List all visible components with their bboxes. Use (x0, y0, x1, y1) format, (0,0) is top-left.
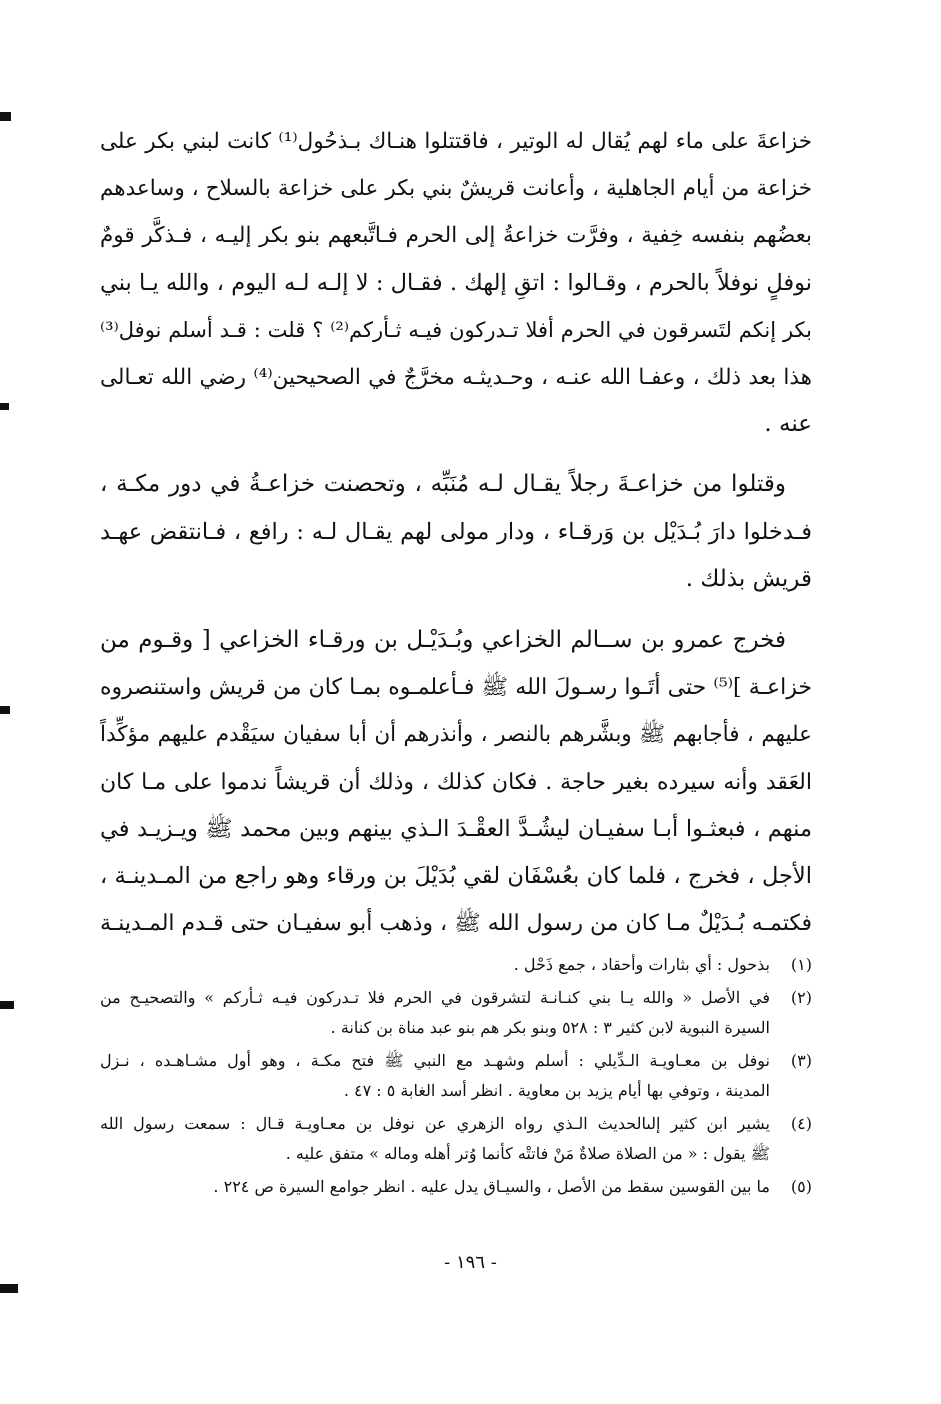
text-line: وقتلوا من خزاعـةَ رجلاً يقـال لـه مُنَبِّه ، وتحصنت خزاعـةُ في دور مكـة ، (100, 471, 786, 498)
text-line: بكر إنكم لتَسرقون في الحرم أفلا تـدركون فيـه ثـأركم⁽²⁾ ؟ قلت : قـد أسلم نوفل⁽³⁾ (100, 317, 812, 342)
text-line: هذا بعد ذلك ، وعفـا الله عنـه ، وحـديثـه مخرَّجٌ في الصحيحين⁽⁴⁾ رضي الله تعـالى (100, 365, 812, 391)
footnote-line: المدينة ، وتوفي بها أيام يزيد بن معاوية . انظر أسد الغابة ٥ : ٤٧ . (343, 1081, 770, 1100)
footnote-line: في الأصل « والله يـا بني كنـانـة لتشرقون في الحرم فلا تـدركون فيـه ثـأركم » والتصحيـح من (100, 988, 770, 1007)
footnote-4 (100, 1109, 812, 1169)
text-line: فخرج عمرو بن ســالم الخزاعي وبُـدَيْـل بن ورقـاء الخزاعي [ وقـوم من (100, 627, 786, 654)
text-line: العَقد وأنه سيرده بغير حاجة . فكان كذلك ، وذلك أن قريشاً ندموا على مـا كان (100, 769, 812, 795)
footnote-text (100, 1109, 770, 1169)
footnote-number: (٤) (790, 1114, 812, 1133)
paragraph-2 (100, 461, 812, 603)
page-number: - ١٩٦ - (444, 1252, 497, 1273)
footnote-3 (100, 1046, 812, 1106)
text-line: خزاعـة ]⁽⁵⁾ حتى أتَـوا رسـولَ الله ﷺ فـأعلمـوه بمـا كان من قريش واستنصروه (100, 675, 812, 701)
footnote-line: ما بين القوسين سقط من الأصل ، والسيـاق يدل عليه . انظر جوامع السيرة ص ٢٢٤ . (213, 1177, 770, 1196)
footnotes (100, 950, 812, 1205)
footnote-line: نوفل بن معـاويـة الـدِّيلي : أسلم وشهـد مع النبي ﷺ فتح مكـة ، وهو أول مشـاهـده ، نـزل (100, 1051, 770, 1070)
paragraph-3 (100, 617, 812, 947)
footnote-text (100, 950, 770, 980)
text-line: عنه . (764, 411, 812, 438)
scan-edge-mark (0, 403, 9, 410)
footnote-text (100, 1046, 770, 1106)
scan-edge-mark (0, 112, 11, 121)
footnote-1 (100, 950, 812, 980)
main-text (100, 118, 812, 947)
footnote-text (100, 983, 770, 1043)
text-line: فكتمـه بُـدَيْلٌ مـا كان من رسول الله ﷺ ، وذهب أبو سفيـان حتى قـدم المـدينـة (100, 911, 812, 937)
text-line: بعضُهم بنفسه خِفية ، وفرَّت خزاعةُ إلى الحرم فـاتَّبعهم بنو بكر إليـه ، فـذكَّر قومٌ (100, 223, 812, 249)
footnote-number: (٣) (790, 1051, 812, 1070)
footnote-line: بذحول : أي بثارات وأحقاد ، جمع ذَحْل . (513, 955, 770, 974)
text-line: فـدخلوا دارَ بُـدَيْل بن وَرقـاء ، ودار مولى لهم يقـال لـه : رافع ، فـانتقض عهـد (100, 518, 812, 545)
paragraph-1 (100, 118, 812, 448)
scan-edge-mark (0, 1001, 14, 1009)
footnote-2 (100, 983, 812, 1043)
footnote-line: السيرة النبوية لابن كثير ٣ : ٥٢٨ وبنو بكر هم بنو عبد مناة بن كنانة . (330, 1018, 770, 1037)
text-line: خزاعة من أيام الجاهلية ، وأعانت قريشٌ بني بكر على خزاعة بالسلاح ، وساعدهم (100, 176, 812, 202)
text-line: منهم ، فبعثـوا أبـا سفيـان ليشُـدَّ العقْـدَ الـذي بينهم وبين محمد ﷺ ويـزيـد في (100, 815, 812, 842)
text-line: عليهم ، فأجابهم ﷺ وبشَّرهم بالنصر ، وأنذرهم أن أبا سفيان سيَقْدم عليهم مؤكِّداً (100, 722, 812, 748)
text-line: قريش بذلك . (685, 565, 812, 592)
scan-edge-mark (0, 1284, 18, 1293)
footnote-text (100, 1172, 770, 1202)
text-line: خزاعةَ على ماء لهم يُقال له الوتير ، فاقتتلوا هنـاك بـذحُول⁽¹⁾ كانت لبني بكر على (100, 129, 812, 154)
footnote-line: ﷺ يقول : « من الصلاة صلاةٌ مَنْ فاتتْه كأنما وُتر أهله وماله » متفق عليه . (285, 1144, 770, 1163)
footnote-line: يشير ابن كثير إلىالحديث الـذي رواه الزهري عن نوفل بن معـاويـة قـال : سمعت رسول الله (100, 1114, 770, 1133)
footnote-number: (٥) (790, 1177, 812, 1196)
footnote-number: (٢) (790, 988, 812, 1007)
footnote-number: (١) (790, 955, 812, 974)
scan-edge-mark (0, 706, 10, 714)
text-line: نوفلٍ نوفلاً بالحرم ، وقـالوا : اتقِ إلهك . فقـال : لا إلـه لـه اليوم ، والله يـا بني (100, 269, 812, 296)
footnote-5 (100, 1172, 812, 1202)
text-line: الأجل ، فخرج ، فلما كان بعُسْفَان لقي بُدَيْلَ بن ورقاء وهو راجع من المـدينـة ، (100, 863, 812, 890)
